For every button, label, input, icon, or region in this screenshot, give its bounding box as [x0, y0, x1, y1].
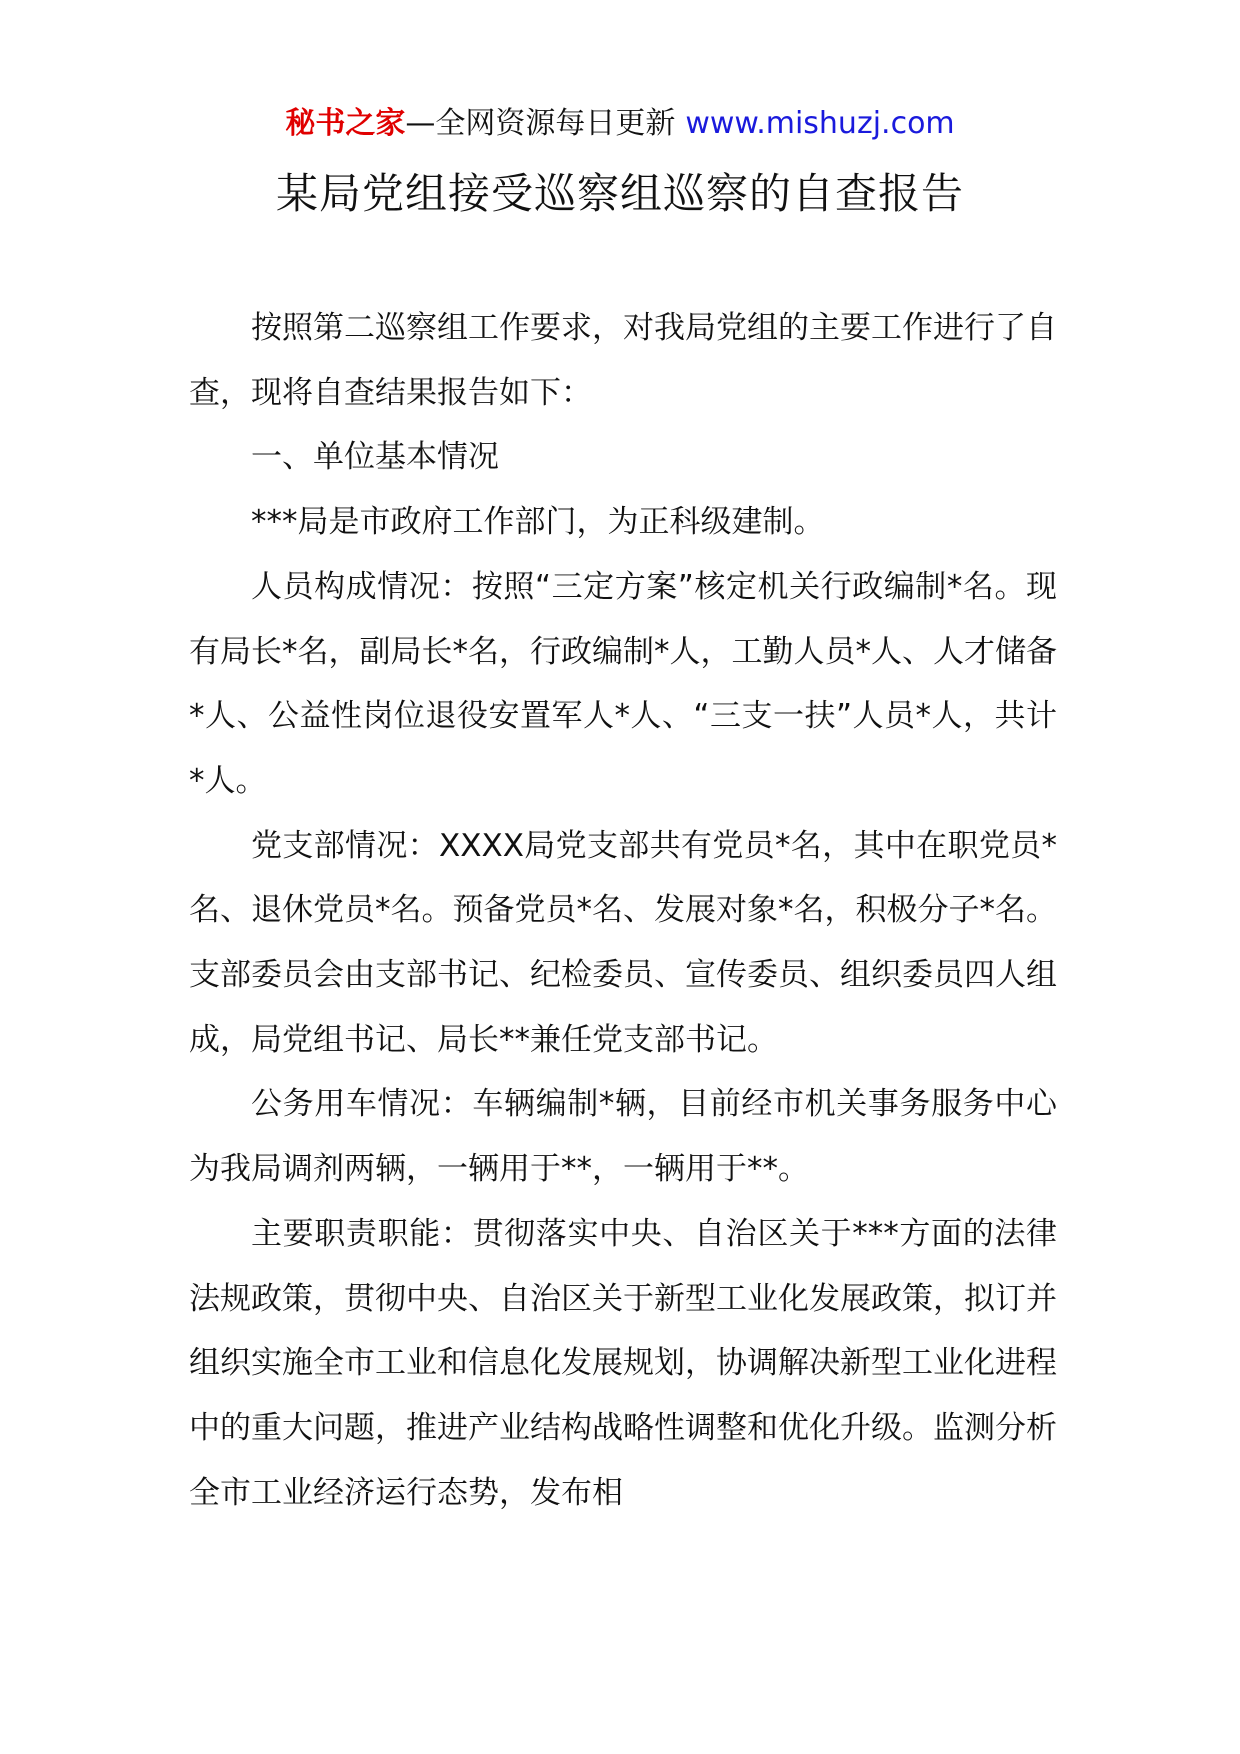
body-paragraph: 人员构成情况：按照“三定方案”核定机关行政编制*名。现有局长*名，副局长*名，行政编制*人，工勤人员*人、人才储备*人、公益性岗位退役安置军人*人、“三支一扶”人员*人，共计*人。: [189, 568, 1057, 799]
section-heading: 一、单位基本情况: [251, 439, 499, 476]
intro-paragraph: 按照第二巡察组工作要求，对我局党组的主要工作进行了自查，现将自查结果报告如下：: [189, 310, 1057, 411]
body-paragraph: 公务用车情况：车辆编制*辆，目前经市机关事务服务中心为我局调剂两辆，一辆用于**，一辆用于**。: [189, 1086, 1057, 1188]
site-header: [0, 104, 1240, 144]
document-body: [189, 296, 1057, 1525]
body-paragraph: ***局是市政府工作部门，为正科级建制。: [251, 504, 825, 541]
site-url-link[interactable]: www.mishuzj.com: [685, 106, 955, 141]
body-paragraph: 主要职责职能：贯彻落实中央、自治区关于***方面的法律法规政策，贯彻中央、自治区关于新型工业化发展政策，拟订并组织实施全市工业和信息化发展规划，协调解决新型工业化进程中的重大问题，推进产业结构战略性调整和优化升级。监测分析全市工业经济运行态势，发布相: [189, 1215, 1057, 1511]
brand-name: 秘书之家: [285, 106, 406, 141]
document-title: 某局党组接受巡察组巡察的自查报告: [275, 169, 964, 218]
header-tagline: —全网资源每日更新: [405, 106, 676, 141]
body-paragraph: 党支部情况：XXXX局党支部共有党员*名，其中在职党员*名、退休党员*名。预备党员*名、发展对象*名，积极分子*名。支部委员会由支部书记、纪检委员、宣传委员、组织委员四人组成，局党组书记、局长**兼任党支部书记。: [189, 827, 1057, 1058]
